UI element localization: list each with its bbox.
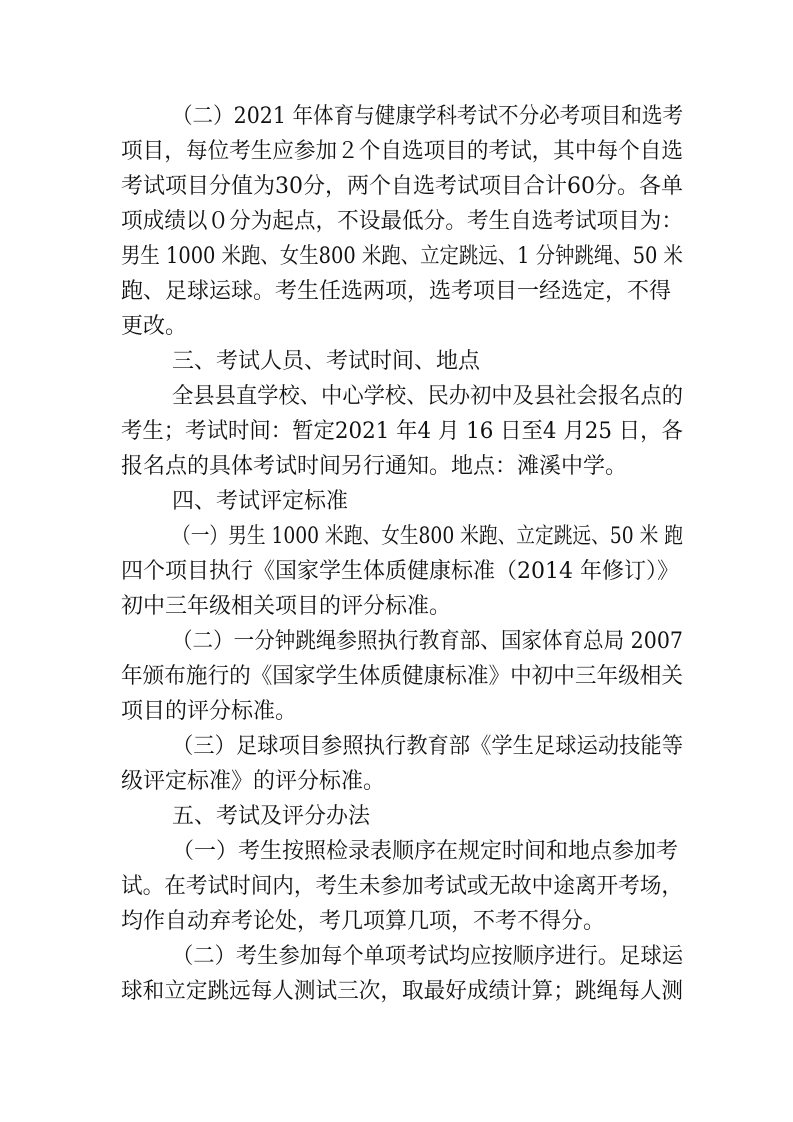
text-line: 四个项目执行《国家学生体质健康标准（2014 年修订）》 <box>121 559 679 584</box>
text-line: 球和立定跳远每人测试三次，取最好成绩计算；跳绳每人测 <box>121 979 684 1004</box>
text-line: 项目，每位考生应参加２个自选项目的考试，其中每个自选 <box>121 139 684 164</box>
text-line: （三）足球项目参照执行教育部《学生足球运动技能等 <box>172 734 684 759</box>
text-line: 级评定标准》的评分标准。 <box>121 769 386 794</box>
text-line: 更改。 <box>121 314 188 339</box>
text-line: 跑、足球运球。考生任选两项，选考项目一经选定，不得 <box>121 279 672 304</box>
text-line: 报名点的具体考试时间另行通知。地点：滩溪中学。 <box>121 454 628 479</box>
text-line: 项目的评分标准。 <box>121 699 298 724</box>
text-line: 全县县直学校、中心学校、民办初中及县社会报名点的 <box>172 384 684 409</box>
text-line: 男生 1000 米跑、女生800 米跑、立定跳远、1 分钟跳绳、50 米 <box>121 244 683 269</box>
text-line: 均作自动弃考论处，考几项算几项，不考不得分。 <box>121 909 606 934</box>
text-line: 初中三年级相关项目的评分标准。 <box>121 594 452 619</box>
text-line: （二）一分钟跳绳参照执行教育部、国家体育总局 2007 <box>172 629 683 654</box>
text-line: 考试项目分值为30分，两个自选考试项目合计60分。各单 <box>121 174 683 199</box>
text-line: （二）2021 年体育与健康学科考试不分必考项目和选考 <box>172 104 683 129</box>
text-line: 项成绩以０分为起点，不设最低分。考生自选考试项目为： <box>121 209 684 234</box>
section-heading: 三、考试人员、考试时间、地点 <box>172 349 481 374</box>
text-line: 年颁布施行的《国家学生体质健康标准》中初中三年级相关 <box>121 664 684 689</box>
section-heading: 四、考试评定标准 <box>172 489 349 514</box>
text-line: （二）考生参加每个单项考试均应按顺序进行。足球运 <box>172 944 684 969</box>
text-line: （一）考生按照检录表顺序在规定时间和地点参加考 <box>172 839 679 864</box>
text-line: 试。在考试时间内，考生未参加考试或无故中途离开考场， <box>121 874 684 899</box>
text-line: 考生；考试时间：暂定2021 年4 月 16 日至4 月25 日，各 <box>121 419 683 444</box>
text-line: （一）男生 1000 米跑、女生800 米跑、立定跳远、50 米 跑 <box>172 524 683 549</box>
section-heading: 五、考试及评分办法 <box>172 804 371 829</box>
